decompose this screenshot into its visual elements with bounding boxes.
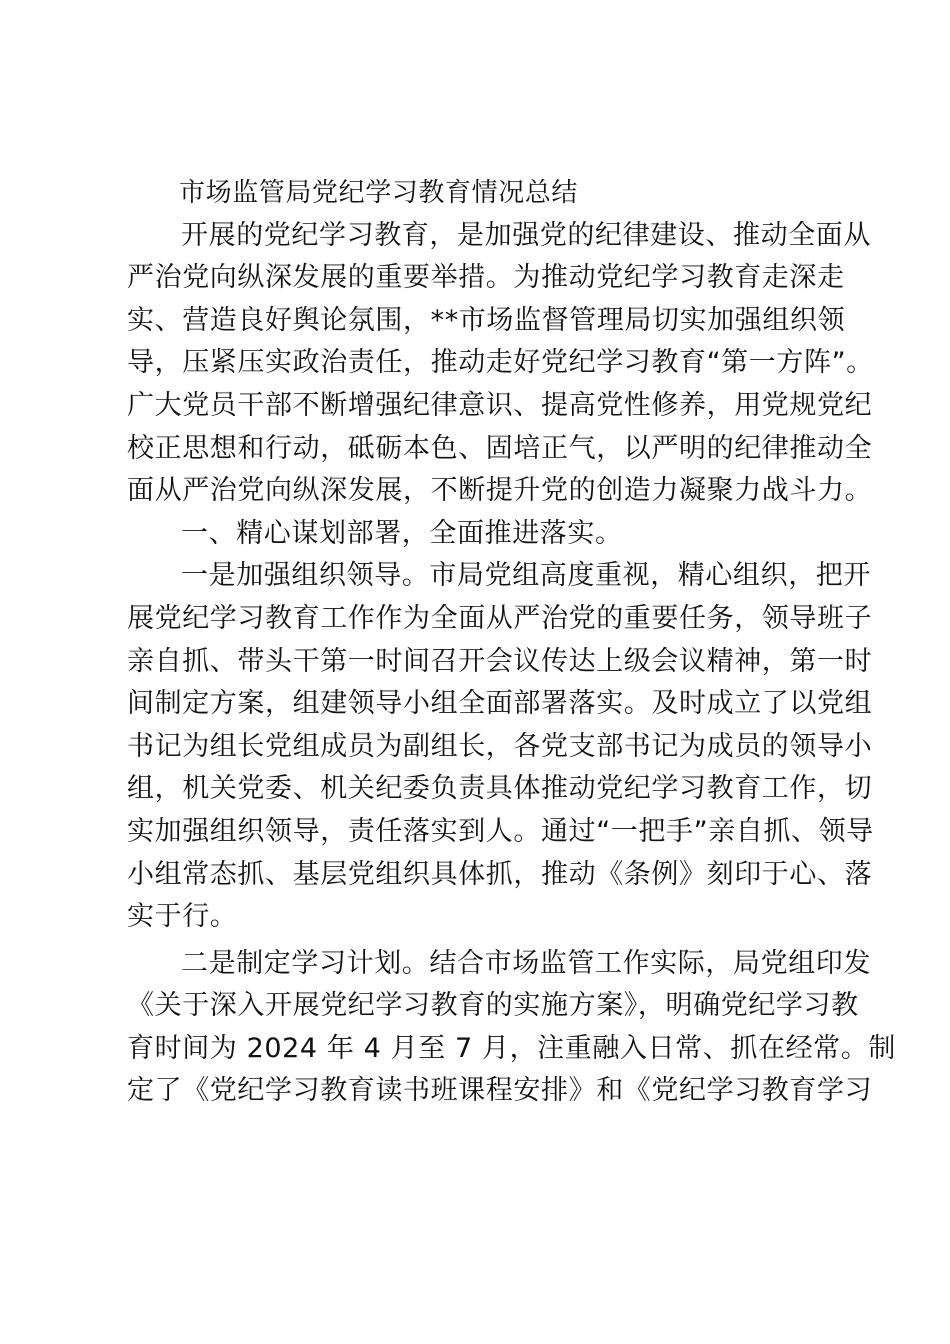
text-line: 展党纪学习教育工作作为全面从严治党的重要任务，领导班子 bbox=[127, 602, 873, 634]
text-line: 严治党向纵深发展的重要举措。为推动党纪学习教育走深走 bbox=[127, 262, 845, 294]
text-line: 校正思想和行动，砥砺本色、固培正气，以严明的纪律推动全 bbox=[127, 432, 873, 464]
text-line: 间制定方案，组建领导小组全面部署落实。及时成立了以党组 bbox=[127, 688, 873, 720]
document-body bbox=[127, 172, 896, 1113]
paragraph-organization bbox=[127, 555, 874, 938]
intro-paragraph bbox=[127, 215, 874, 513]
text-line: 小组常态抓、基层党组织具体抓，推动《条例》刻印于心、落 bbox=[127, 858, 873, 890]
text-line: 开展的党纪学习教育，是加强党的纪律建设、推动全面从 bbox=[181, 219, 871, 251]
text-line: 定了《党纪学习教育读书班课程安排》和《党纪学习教育学习 bbox=[127, 1075, 873, 1107]
text-line: 组，机关党委、机关纪委负责具体推动党纪学习教育工作，切 bbox=[127, 773, 873, 805]
text-line: 实加强组织领导，责任落实到人。通过“一把手”亲自抓、领导 bbox=[127, 815, 874, 847]
section-heading: 一、精心谋划部署，全面推进落实。 bbox=[181, 517, 623, 549]
text-line: 书记为组长党组成员为副组长，各党支部书记为成员的领导小 bbox=[127, 730, 873, 762]
text-line: 面从严治党向纵深发展，不断提升党的创造力凝聚力战斗力。 bbox=[127, 475, 873, 507]
text-line: 导，压紧压实政治责任，推动走好党纪学习教育“第一方阵”。 bbox=[127, 347, 874, 379]
paragraph-study-plan bbox=[127, 943, 896, 1113]
text-line: 二是制定学习计划。结合市场监管工作实际，局党组印发 bbox=[181, 947, 871, 979]
text-line: 育时间为 2024 年 4 月至 7 月，注重融入日常、抓在经常。制 bbox=[127, 1032, 896, 1064]
text-line: 实于行。 bbox=[127, 901, 238, 933]
text-line: 实、营造良好舆论氛围，**市场监督管理局切实加强组织领 bbox=[127, 304, 846, 336]
text-line: 《关于深入开展党纪学习教育的实施方案》，明确党纪学习教 bbox=[127, 990, 859, 1022]
text-line: 一是加强组织领导。市局党组高度重视，精心组织，把开 bbox=[181, 560, 871, 592]
text-line: 广大党员干部不断增强纪律意识、提高党性修养，用党规党纪 bbox=[127, 389, 873, 421]
text-line: 亲自抓、带头干第一时间召开会议传达上级会议精神，第一时 bbox=[127, 645, 873, 677]
document-title: 市场监管局党纪学习教育情况总结 bbox=[179, 178, 579, 208]
